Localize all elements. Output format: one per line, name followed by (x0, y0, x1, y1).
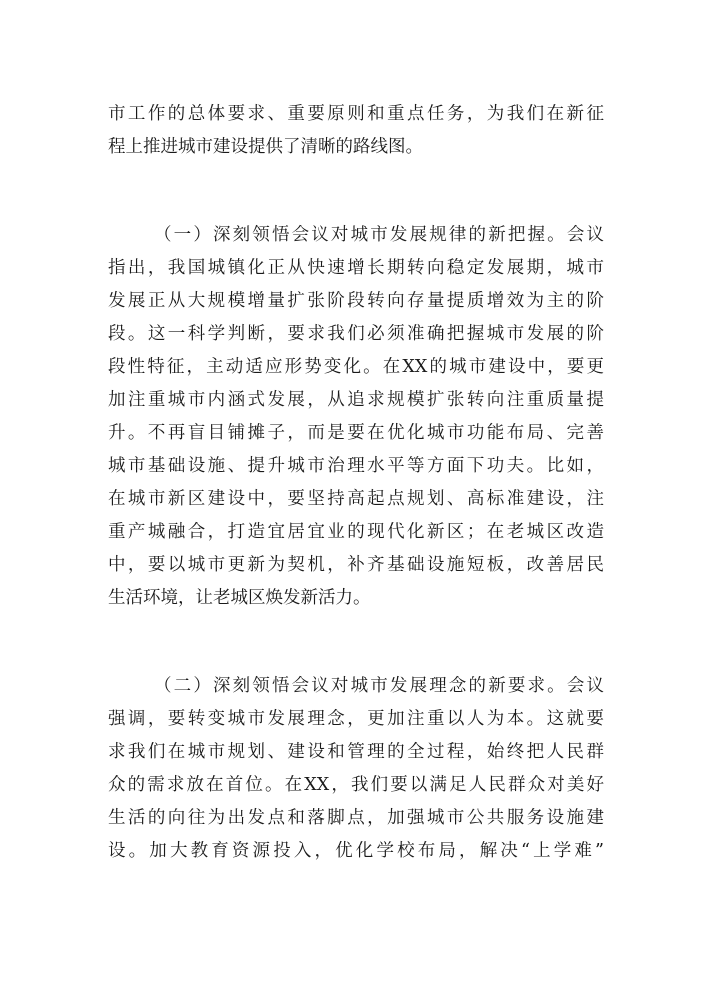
text-line: 段。这一科学判断，要求我们必须准确把握城市发展的阶 (108, 324, 604, 344)
paragraph-spacer (108, 164, 604, 219)
paragraph-intro-continuation (108, 98, 604, 164)
text-line: 重产城融合，打造宜居宜业的现代化新区；在老城区改造 (108, 522, 604, 542)
text-line: 生活的向往为出发点和落脚点，加强城市公共服务设施建 (108, 808, 604, 828)
text-line: 设。加大教育资源投入，优化学校布局，解决“上学难” (108, 841, 604, 861)
text-line: 升。不再盲目铺摊子，而是要在优化城市功能布局、完善 (108, 423, 604, 443)
paragraph-section-two (108, 670, 604, 868)
text-line: 众的需求放在首位。在XX，我们要以满足人民群众对美好 (108, 775, 604, 795)
section-heading-line: （一）深刻领悟会议对城市发展规律的新把握。会议 (154, 225, 604, 245)
text-line: 强调，要转变城市发展理念，更加注重以人为本。这就要 (108, 709, 604, 729)
paragraph-section-one (108, 219, 604, 615)
text-line: 在城市新区建设中，要坚持高起点规划、高标准建设，注 (108, 489, 604, 509)
document-body (108, 98, 604, 868)
text-line: 城市基础设施、提升城市治理水平等方面下功夫。比如， (108, 456, 604, 476)
text-line: 发展正从大规模增量扩张阶段转向存量提质增效为主的阶 (108, 291, 604, 311)
text-line: 市工作的总体要求、重要原则和重点任务，为我们在新征 (108, 104, 604, 124)
text-line: 加注重城市内涵式发展，从追求规模扩张转向注重质量提 (108, 390, 604, 410)
text-line: 段性特征，主动适应形势变化。在XX的城市建设中，要更 (108, 357, 604, 377)
text-line: 求我们在城市规划、建设和管理的全过程，始终把人民群 (108, 742, 604, 762)
section-heading-line: （二）深刻领悟会议对城市发展理念的新要求。会议 (154, 676, 604, 696)
paragraph-spacer (108, 615, 604, 670)
text-line: 生活环境，让老城区焕发新活力。 (108, 588, 371, 608)
text-line: 中，要以城市更新为契机，补齐基础设施短板，改善居民 (108, 555, 604, 575)
text-line: 程上推进城市建设提供了清晰的路线图。 (108, 137, 423, 157)
text-line: 指出，我国城镇化正从快速增长期转向稳定发展期，城市 (108, 258, 604, 278)
